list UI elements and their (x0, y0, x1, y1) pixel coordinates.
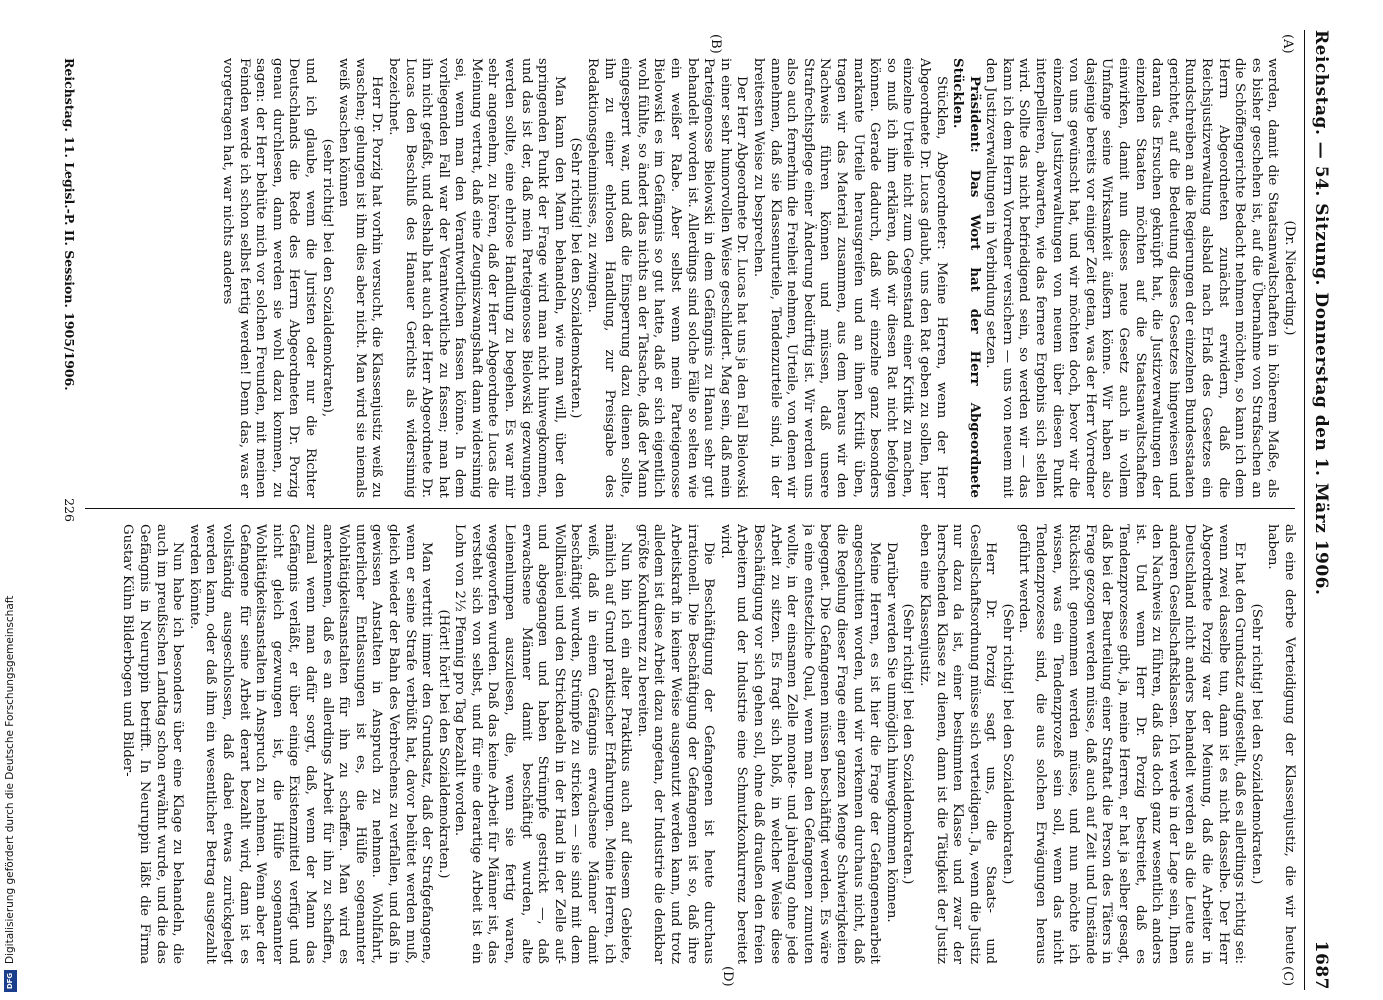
paragraph: (Sehr richtig! bei den Sozialdemokraten.) (999, 603, 1015, 885)
dfg-logo: DFG (4, 970, 17, 992)
header-title: Reichstag. — 54. Sitzung. Donnerstag den 1. März 1906. (1311, 30, 1331, 596)
margin-marker-b: (B) (708, 34, 723, 54)
paragraph: (Sehr richtig! bei den Sozialdemokraten.) (900, 603, 916, 885)
digitization-credit (0, 0, 20, 1000)
paragraph: Die Beschäftigung der Gefangenen ist heute durchaus irrationell. Die Beschäftigung der Gefangenen ist so, daß ihre Arbeitskraft in keiner Weise ausgenutzt werden kann, und trotz alledem ist diese Arbeit dazu angetan, der Industrie die denkbar größte Konkurrenz zu bereiten. (634, 524, 717, 964)
column-divider (85, 508, 1295, 509)
rotated-page (43, 30, 1333, 990)
paragraph: werden, damit die Staatsanwaltschaften in höherem Maße, als es bisher geschehen ist, auf die Übernahme von Strafsachen an die Schöffengerichte Bedacht nehmen möchten, so kann ich dem Herrn Abgeordneten zunächst erwidern, daß die Reichsjustizverwaltung alsbald nach Erlaß des Gesetzes ein Rundschreiben an die Regierungen der einzelnen Bundesstaaten gerichtet, auf die Bedeutung dieses Gesetzes hingewiesen und daran das Ersuchen geknüpft hat, die Justizverwaltungen der einzelnen Staaten möchten auf die Staatsanwaltschaften einwirken, damit nun dieses neue Gesetz auch in vollem Umfange seine Wirksamkeit äußern könne. Wir haben also dasjenige bereits vor einiger Zeit getan, was der Herr Vorredner von uns gewünscht hat, und wir möchten doch, bevor wir die einzelnen Justizverwaltungen von neuem über diesen Punkt interpellieren, abwarten, wie das fernere Ergebnis sich stellen wird. Sollte das nicht befriedigend sein, so werden wir — das kann ich dem Herrn Vorredner versichern — uns von neuem mit den Justizverwaltungen in Verbindung setzen. (983, 58, 1281, 498)
margin-marker-d: (D) (720, 966, 735, 987)
paragraph: Er hat den Grundsatz aufgestellt, daß es allerdings richtig sei: wenn zwei dasselbe tun, dann ist es nicht dasselbe. Der Herr Abgeordnete Porzig war der Meinung, daß die Arbeiter in Deutschland nicht anders behandelt werden als die Leute aus anderen Gesellschaftsklassen. Ich werde in der Lage sein, Ihnen den Nachweis zu führen, daß das doch ganz wesentlich anders ist. Und wenn Herr Dr. Porzig bestreitet, daß es Tendenzprozesse gibt, ja, meine Herren, er hat ja selber gesagt, daß bei der Beurteilung einer Straftat die Person des Täters in Frage gezogen werden müsse, daß auch auf Zeit und Umstände Rücksicht genommen werden müsse, und nun möchte ich wissen, was ein Tendenzprozeß sein soll, wenn das nicht Tendenzprozesse sind, die aus solchen Erwägungen heraus geführt werden. (1016, 524, 1248, 964)
margin-marker-a: (A) (1280, 34, 1295, 54)
paragraph: Präsident: Das Wort hat der Herr Abgeordnete Stücklen. (950, 58, 982, 498)
paragraph: Herr Dr. Porzig sagt uns, die Staats- und Gesellschaftsordnung müsse sich verteidigen. Ja, wenn die Justiz nur dazu da ist, einer bestimmten Klasse und zwar der herrschenden Klasse zu dienen, dann ist die Tätigkeit der Justiz eben eine Klassenjustiz. (916, 524, 999, 964)
margin-marker-c: (C) (1280, 966, 1295, 987)
paragraph: und ich glaube, wenn die Juristen oder nur die Richter Deutschlands die Rede des Herrn Abgeordneten Dr. Porzig genau durchlesen, dann werden sie wohl dazu kommen, zu sagen: der Herr behüte mich vor solchen Freunden, mit meinen Feinden werde ich schon selbst fertig werden! Denn das, was er vorgetragen hat, war nichts anderes (220, 58, 318, 498)
right-column (82, 524, 1297, 964)
page-number: 1687 (1311, 940, 1331, 990)
paragraph: (sehr richtig! bei den Sozialdemokraten), (319, 138, 335, 418)
paragraph: Meine Herren, es ist hier die Frage der Gefangenenarbeit angeschnitten worden, und wir verkennen durchaus nicht, daß die Regelung dieser Frage einer ganzen Menge Schwierigkeiten begegnet. Die Gefangenen müssen beschäftigt werden. Es wäre ja eine entsetzliche Qual, wenn man den Gefangenen zumuten wollte, in der einsamen Zelle monate- und jahrelang ohne jede Arbeit zu sitzen. Es fragt sich bloß, in welcher Weise diese Beschäftigung vor sich gehen soll, ohne daß draußen den freien Arbeitern und der Industrie eine Schmutzkonkurrenz bereitet wird. (717, 524, 883, 964)
paragraph: Nun habe ich besonders über eine Klage zu behandeln, die auch im preußischen Landtag schon erwähnt wurde, und die das Gefängnis in Neuruppin betrifft. In Neuruppin läßt die Firma Gustav Kühn Bilderbogen und Bilder- (120, 524, 186, 964)
left-column (82, 58, 1297, 498)
paragraph: (Dr. Niederding.) (1282, 220, 1297, 336)
paragraph: Nun bin ich ein alter Praktikus auch auf diesem Gebiete, nämlich auf Grund praktischer Erfahrungen. Meine Herren, ich weiß, daß in einem Gefängnis erwachsene Männer damit beschäftigt wurden, Strümpfe zu stricken — sie sind mit dem Wollknäuel und den Stricknadeln in der Hand in der Zelle auf- und abgegangen und haben Strümpfe gestrickt —, daß erwachsene Männer damit beschäftigt wurden, alte Leinenlumpen auszulesen, die, wenn sie fertig waren, weggeworfen wurden. Daß das keine Arbeit für Männer ist, das versteht sich von selbst, und für eine derartige Arbeit ist ein Lohn von 2½ Pfennig pro Tag bezahlt worden. (452, 524, 634, 964)
paragraph: Stücklen, Abgeordneter: Meine Herren, wenn der Herr Abgeordnete Dr. Lucas glaubt, uns den Rat geben zu sollen, hier einzelne Urteile nicht zum Gegenstand einer Kritik zu machen, so muß ich ihm erklären, daß wir diesen Rat nicht befolgen können. Gerade dadurch, daß wir einzelne ganz besonders markante Urteile herausgreifen und an ihnen Kritik üben, tragen wir das Material zusammen, aus dem heraus wir den Nachweis führen können und müssen, daß unsere Strafrechtspflege einer Änderung bedürftig ist. Wir werden uns also auch fernerhin die Freiheit nehmen, Urteile, von denen wir annehmen, daß sie Klassenurteile, Tendenzurteile sind, in der breitesten Weise zu besprechen. (751, 58, 949, 498)
paragraph: Herr Dr. Porzig hat vorhin versucht, die Klassenjustiz weiß zu waschen; gelungen ist ihm dies aber nicht. Man wird sie niemals weiß waschen können (336, 58, 385, 498)
paragraph: Der Herr Abgeordnete Dr. Lucas hat uns ja den Fall Bielowski in einer sehr humorvollen Weise geschildert. Mag sein, daß mein Parteigenosse Bielowski in dem Gefängnis zu Hanau sehr gut behandelt worden ist. Allerdings sind solche Fälle so selten wie ein weißer Rabe. Aber selbst wenn mein Parteigenosse Bielowski es im Gefängnis so gut hatte, daß er sich eigentlich wohl fühlte, so ändert das nichts an der Tatsache, daß der Mann eingesperrt war, und daß die Einsperrung dazu dienen sollte, ihn zu einer ehrlosen Handlung, zur Preisgabe des Redaktionsgeheimnisses, zu zwingen. (585, 58, 750, 498)
page-header (1303, 30, 1333, 990)
paragraph: (Sehr richtig! bei den Sozialdemokraten.) (1248, 603, 1264, 885)
paragraph: (Sehr richtig! bei den Sozialdemokraten.) (568, 137, 584, 419)
footer-page-number: 226 (62, 498, 77, 522)
paragraph: Darüber werden Sie unmöglich hinwegkommen können. (883, 542, 899, 923)
paragraph: als eine derbe Verteidigung der Klassenjustiz, die wir heute haben. (1265, 524, 1297, 964)
credit-text: Digitalisierung gefördert durch die Deutsche Forschungsgemeinschaft (4, 595, 16, 964)
paragraph: (Hört! hört! bei den Sozialdemokraten.) (435, 609, 451, 879)
header-rule (1304, 30, 1305, 990)
footer-session: Reichstag. 11. Legisl.-P. II. Session. 1905/1906. (62, 58, 77, 391)
paragraph: Man kann den Mann behandeln, wie man will, über den springenden Punkt der Frage wird man nicht hinwegkommen, und das ist der, daß mein Parteigenosse Bielowski gezwungen werden sollte, eine ehrlose Handlung zu begehen. Es war mir sehr angenehm, zu hören, daß der Herr Abgeordnete Lucas die Meinung vertrat, daß eine Zeugniszwangshaft dann widersinnig sei, wenn man den Verantwortlichen fassen könne. In dem vorliegenden Fall war der Verantwortliche zu fassen; man hat ihn nicht gefaßt, und deshalb hat auch der Herr Abgeordnete Dr. Lucas den Beschluß des Hanauer Gerichts als widersinnig bezeichnet. (385, 58, 567, 498)
paragraph: Man vertritt immer den Grundsatz, daß der Strafgefangene, wenn er seine Strafe verbüßt hat, davor behütet werden muß, gleich wieder der Bahn des Verbrechens zu verfallen, und daß in gewissen Anstalten in Anspruch zu nehmen. Wohlfahrt, unterlicher Entlassungen ist es, die Hülfe sogenannter Wohltätigkeitsanstalten für ihn zu schaffen. Man wird es anerkennen, daß es an allerdings Arbeit für ihn zu schaffen, zumal wenn man dafür sorgt, daß, wenn der Mann das Gefängnis verläßt, er über einige Existenzmittel verfügt und nicht gleich gezwungen ist, die Hülfe sogenannter Wohltätigkeitsanstalten in Anspruch zu nehmen. Wenn aber der Gefangene für seine Arbeit derart bezahlt wird, dann ist es vollständig ausgeschlossen, daß dabei etwas zurückgelegt werden kann, oder daß ihm ein wesentlicher Betrag ausgezahlt werden könnte. (186, 524, 435, 964)
